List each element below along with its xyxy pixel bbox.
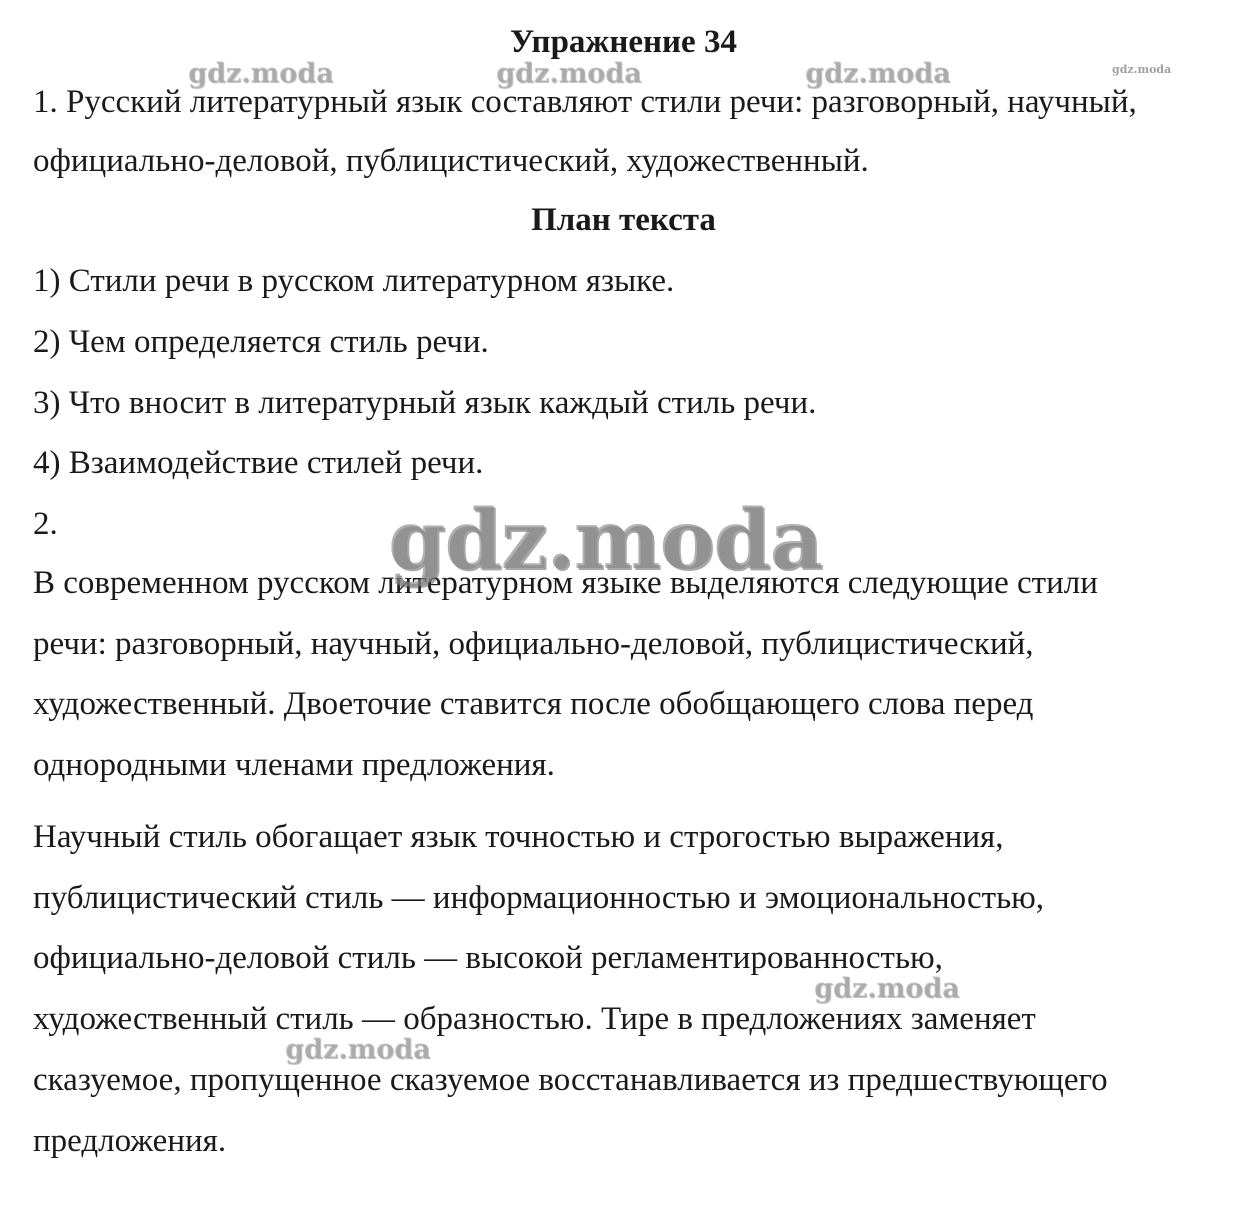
paragraph2-line: публицистический стиль — информационностью и эмоциональностью, [33,880,1045,916]
plan-heading: План текста [531,202,716,238]
paragraph1-line: В современном русском литературном языке выделяются следующие стили [33,565,1098,601]
plan-item: 2) Чем определяется стиль речи. [33,324,489,360]
watermark-top-left: gdz.moda [188,58,334,89]
exercise-title: Упражнение 34 [510,24,737,60]
paragraph2-line: Научный стиль обогащает язык точностью и строгостью выражения, [33,819,1004,855]
watermark-top-right: gdz.moda [805,58,951,89]
part1-line1: 1. Русский литературный язык составляют стили речи: разговорный, научный, [33,84,1137,120]
plan-item: 3) Что вносит в литературный язык каждый стиль речи. [33,385,817,421]
paragraph1-line: речи: разговорный, научный, официально-деловой, публицистический, [33,626,1034,662]
plan-item: 1) Стили речи в русском литературном языке. [33,263,675,299]
paragraph1-line: художественный. Двоеточие ставится после обобщающего слова перед [33,686,1034,722]
plan-item: 4) Взаимодействие стилей речи. [33,445,484,481]
watermark-top-center: gdz.moda [496,58,642,89]
watermark-lower-left: gdz.moda [285,1034,431,1065]
part1-line2: официально-деловой, публицистический, художественный. [33,143,869,179]
part2-number: 2. [33,506,58,542]
paragraph2-line: сказуемое, пропущенное сказуемое восстанавливается из предшествующего [33,1062,1108,1098]
watermark-center: gdz.moda [388,492,822,588]
paragraph2-line: художественный стиль — образностью. Тире в предложениях заменяет [33,1001,1036,1037]
paragraph2-line: предложения. [33,1123,227,1159]
paragraph2-line: официально-деловой стиль — высокой регламентированностью, [33,940,943,976]
paragraph1-line: однородными членами предложения. [33,747,555,783]
watermark-corner: gdz.moda [1112,63,1172,76]
watermark-lower-right: gdz.moda [814,973,960,1004]
